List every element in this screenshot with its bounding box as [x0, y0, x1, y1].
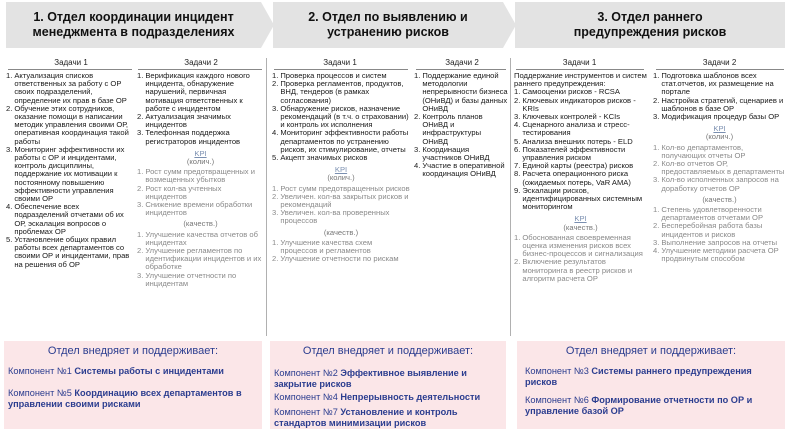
list-item — [414, 72, 508, 113]
item-text: Мониторинг эффективности работы департаментов по устранению рисков, их стимулирование, отчеты — [280, 128, 409, 154]
item-number: 1. — [514, 87, 521, 97]
component-name: Эффективное выявление и закрытие рисков — [274, 368, 467, 389]
d2-task1-header: Задачи 1 — [323, 58, 357, 67]
list-item — [653, 113, 786, 121]
item-number: 2. — [272, 79, 279, 89]
component-item — [8, 388, 258, 410]
kpi-quantitative-label: (колич.) — [705, 132, 734, 142]
column-separator-1 — [266, 58, 267, 336]
kpi-qualitative-label: (качеств.) — [183, 219, 218, 229]
kpi-qualitative-label: (качеств.) — [563, 222, 598, 232]
component-number: Компонент №5 — [8, 388, 72, 398]
item-number: 4. — [414, 161, 421, 171]
department-3-components-panel — [517, 341, 785, 429]
item-text: Контроль планов ОНиВД и инфраструктуры ОНиВД — [422, 112, 483, 146]
kpi-item — [272, 255, 410, 263]
component-name: Системы работы с инцидентами — [74, 366, 224, 376]
kpi-qualitative-label: (качеств.) — [702, 194, 737, 204]
item-text: Включение результатов мониторинга в реестр рисков и алгоритм расчета ОР — [522, 257, 633, 283]
d3-task1-header: Задачи 1 — [562, 58, 597, 67]
component-name: Системы раннего предупреждения рисков — [525, 366, 752, 387]
item-number: 3. — [272, 208, 279, 218]
component-number: Компонент №1 — [8, 366, 72, 376]
panel-title: Отдел внедряет и поддерживает: — [302, 345, 474, 357]
item-text: Актуализация значимых инцидентов — [145, 112, 231, 130]
item-text: Телефонная поддержка регистраторов инцидентов — [145, 128, 241, 146]
item-number: 1. — [653, 205, 660, 215]
department-1-components-panel — [4, 341, 262, 429]
kpi-quantitative-label: (колич.) — [186, 157, 215, 167]
item-text: Акцепт значимых рисков — [280, 153, 368, 163]
item-number: 3. — [6, 144, 13, 154]
d2-task2-underline — [416, 69, 506, 70]
d2-task1-list — [272, 72, 410, 263]
item-text: Бесперебойная работа базы инцидентов и рисков — [661, 221, 763, 239]
item-number: 1. — [653, 71, 660, 80]
list-item — [272, 105, 410, 130]
item-text: Установление общих правил работы всех департаментов со своими ОР и инцидентами, прав на решения об ОР — [14, 235, 130, 269]
item-text: Степень удовлетворенности департаментов отчетами ОР — [661, 205, 764, 223]
item-text: Эскалации рисков, идентифицированных системным мониторингом — [522, 185, 643, 212]
list-item — [514, 187, 647, 212]
item-text: Ключевых контролей - KCIs — [522, 112, 620, 122]
department-3-header — [515, 2, 785, 48]
kpi-item — [653, 247, 786, 263]
kpi-label: KPI — [194, 148, 207, 158]
department-1-title: 1. Отдел координации инцидент менеджмента в подразделениях — [32, 10, 235, 39]
d1-task1-header: Задачи 1 — [54, 58, 88, 67]
item-text: Улучшение качества схем процессов и регламентов — [280, 237, 373, 256]
kpi-quantitative-label: (колич.) — [327, 173, 355, 183]
kpi-item — [137, 185, 264, 201]
d2-task2-list — [414, 72, 508, 179]
panel-title: Отдел внедряет и поддерживает: — [565, 345, 737, 357]
item-number: 5. — [272, 153, 279, 163]
item-number: 3. — [653, 175, 660, 185]
item-number: 9. — [514, 185, 521, 195]
list-item — [6, 236, 133, 269]
item-text: Кол-во отчетов ОР, предоставляемых в департаменты — [661, 159, 785, 177]
item-text: Обоснованная своевременная оценка изменения рисков всех бизнес-процессов и сигнализация — [522, 232, 643, 259]
component-number: Компонент №4 — [274, 392, 338, 402]
d3-task2-header: Задачи 2 — [702, 58, 737, 67]
d1-task1-list — [6, 72, 133, 269]
d3-task2-list — [653, 72, 786, 263]
item-number: 8. — [514, 169, 521, 179]
component-number: Компонент №6 — [525, 395, 589, 405]
kpi-qualitative-label: (качеств.) — [323, 227, 359, 237]
item-number: 1. — [272, 183, 279, 193]
item-text: Увеличен. кол-ва проверенных процессов — [280, 208, 390, 226]
department-3-title: 3. Отдел раннего предупреждения рисков — [573, 10, 727, 39]
kpi-item — [653, 206, 786, 222]
d2-task2-header: Задачи 2 — [445, 58, 479, 67]
kpi-item — [137, 201, 264, 217]
item-text: Ключевых индикаторов рисков - KRIs — [522, 95, 636, 113]
item-text: Рост сумм предотвращенных и возмещенных убытков — [145, 167, 255, 185]
list-item — [414, 146, 508, 162]
component-item — [274, 392, 502, 403]
kpi-item — [653, 222, 786, 238]
kpi-item — [272, 193, 410, 209]
kpi-item — [137, 231, 264, 247]
item-text: Улучшение отчетности по рискам — [280, 254, 399, 264]
item-text: Сценарного анализа и стресс-тестирования — [522, 120, 630, 138]
item-number: 4. — [653, 246, 660, 256]
component-name: Координацию всех департаментов в управлении своими рисками — [8, 388, 242, 409]
item-number: 1. — [137, 167, 144, 177]
kpi-item — [514, 258, 647, 283]
item-text: Кол-во департаментов, получающих отчеты ОР — [661, 142, 746, 160]
item-text: Мониторинг эффективности их работы с ОР и инцидентами, контроль дисциплины, поддержание их мотивации к постоянному повышению эффективности управления своими ОР — [14, 144, 125, 204]
list-item — [6, 203, 133, 236]
list-item — [414, 162, 508, 178]
list-item — [137, 129, 264, 145]
item-text: Участие в оперативной координация ОНиВД — [422, 161, 505, 179]
item-number: 3. — [272, 103, 279, 113]
component-name: Формирование отчетности по ОР и управление базой ОР — [525, 395, 753, 416]
list-item — [137, 72, 264, 113]
item-number: 3. — [137, 128, 144, 138]
item-number: 2. — [414, 112, 421, 122]
component-item — [525, 366, 781, 388]
item-text: Расчета операционного риска (ожидаемых потерь, VaR AMA) — [522, 169, 631, 187]
list-item — [6, 72, 133, 105]
kpi-item — [653, 160, 786, 176]
d3-task1-list — [514, 72, 647, 283]
item-text: Выполнение запросов на отчеты — [661, 237, 778, 247]
item-number: 3. — [514, 112, 521, 122]
item-text: Кол-во исполненных запросов на доработку отчетов ОР — [661, 175, 779, 193]
list-item — [653, 97, 786, 113]
list-item — [514, 121, 647, 137]
item-number: 4. — [272, 128, 279, 138]
component-item — [274, 368, 502, 390]
list-item — [272, 129, 410, 154]
item-number: 1. — [137, 71, 144, 80]
item-text: Проверка процессов и систем — [280, 71, 387, 80]
item-text: Улучшение регламентов по идентификации инцидентов и их обработке — [145, 246, 262, 272]
kpi-label: KPI — [574, 214, 587, 224]
list-item — [514, 97, 647, 113]
item-number: 1. — [6, 71, 13, 80]
kpi-item — [137, 247, 264, 272]
item-text: Поддержание единой методологии непрерывности бизнеса (ОНиВД) и базы данных ОНиВД — [422, 71, 508, 113]
d1-task2-underline — [138, 69, 262, 70]
item-number: 4. — [6, 202, 13, 212]
component-number: Компонент №2 — [274, 368, 338, 378]
item-text: Настройка стратегий, сценариев и шаблонов в базе ОР — [661, 95, 784, 113]
item-number: 2. — [6, 103, 13, 113]
item-text: Улучшение методики расчета ОР продвинутым способом — [661, 246, 779, 264]
d1-task2-list — [137, 72, 264, 288]
component-item — [525, 395, 781, 417]
item-number: 1. — [653, 142, 660, 152]
item-text: Единой карты (реестра) рисков — [522, 161, 634, 171]
item-number: 2. — [653, 159, 660, 169]
item-text: Модификация процедур базы ОР — [661, 112, 780, 122]
item-number: 3. — [137, 270, 144, 280]
item-text: Верификация каждого нового инцидента, обнаружение нарушений, первичная мотивация ответственных к работе с инцидентом — [145, 71, 250, 113]
item-number: 2. — [137, 112, 144, 122]
item-text: Актуализация списков ответственных за работу с ОР своих подразделений, определение их прав в базе ОР — [14, 71, 127, 105]
component-number: Компонент №3 — [525, 366, 589, 376]
item-number: 2. — [653, 95, 660, 105]
list-item — [414, 113, 508, 146]
list-item — [514, 146, 647, 162]
department-1-header — [6, 2, 261, 48]
item-number: 4. — [514, 120, 521, 130]
item-number: 2. — [653, 221, 660, 231]
item-number: 3. — [414, 144, 421, 154]
department-2-header — [273, 2, 503, 48]
list-item — [272, 154, 410, 162]
kpi-item — [272, 209, 410, 225]
item-text: Подготовка шаблонов всех стат.отчетов, их размещение на портале — [661, 71, 774, 97]
item-number: 1. — [137, 229, 144, 239]
item-text: Показателей эффективности управления риском — [522, 144, 626, 163]
item-text: Обнаружение рисков, назначение рекомендаций (в т.ч. о страховании) и контроль их исполнения — [280, 103, 409, 130]
list-item — [6, 105, 133, 146]
component-item — [8, 366, 258, 377]
item-number: 1. — [272, 71, 279, 80]
list-item — [653, 72, 786, 97]
item-text: Рост кол-ва учтенных инцидентов — [145, 183, 222, 201]
kpi-item — [653, 144, 786, 160]
component-number: Компонент №7 — [274, 407, 338, 417]
component-name: Установление и контроль стандартов минимизации рисков — [274, 407, 458, 428]
list-item — [137, 113, 264, 129]
item-number: 2. — [272, 254, 279, 264]
item-text: Обеспечение всех подразделений отчетами об их ОР, эскалация вопросов о проблемах ОР — [14, 202, 124, 236]
item-number: 6. — [514, 144, 521, 154]
kpi-label: KPI — [334, 165, 348, 175]
panel-title: Отдел внедряет и поддерживает: — [47, 345, 219, 357]
item-text: Снижение времени обработки инцидентов — [145, 200, 253, 218]
item-number: 2. — [514, 95, 521, 105]
item-text: Обучение этих сотрудников, оказание помощи в написании методик управления своими ОР, оперативная координация такой работы — [14, 103, 129, 146]
item-number: 2. — [514, 257, 521, 267]
item-number: 3. — [653, 112, 660, 122]
d3-task1-intro: Поддержание инструментов и систем раннего предупреждения: — [514, 71, 647, 89]
item-number: 1. — [514, 232, 521, 242]
item-text: Анализа внешних потерь - ELD — [522, 136, 633, 146]
list-item — [6, 146, 133, 203]
column-separator-2 — [510, 58, 511, 336]
item-text: Рост сумм предотвращенных рисков — [280, 183, 410, 193]
kpi-item — [137, 272, 264, 288]
item-number: 1. — [272, 237, 279, 247]
d3-task2-underline — [656, 69, 784, 70]
kpi-item — [514, 234, 647, 259]
component-name: Непрерывность деятельности — [340, 392, 481, 402]
item-number: 1. — [414, 71, 421, 80]
d1-task1-underline — [8, 69, 132, 70]
item-text: Самооценки рисков - RCSA — [522, 87, 620, 97]
item-number: 7. — [514, 161, 521, 171]
item-number: 2. — [272, 191, 279, 201]
item-number: 3. — [137, 200, 144, 210]
item-text: Увеличен. кол-ва закрытых рисков и рекомендаций — [280, 191, 409, 210]
list-item — [272, 80, 410, 105]
kpi-item — [272, 239, 410, 255]
item-number: 2. — [137, 246, 144, 256]
item-text: Улучшение отчетности по инцидентам — [145, 270, 237, 288]
d3-task1-underline — [516, 69, 644, 70]
department-2-components-panel — [270, 341, 506, 429]
item-number: 2. — [137, 183, 144, 193]
kpi-item — [653, 176, 786, 192]
list-item — [514, 170, 647, 186]
item-text: Улучшение качества отчетов об инцидентах — [145, 229, 259, 247]
d2-task1-underline — [274, 69, 408, 70]
kpi-label: KPI — [713, 124, 726, 134]
item-number: 5. — [514, 136, 521, 146]
kpi-item — [137, 168, 264, 184]
component-item — [274, 407, 502, 429]
d1-task2-header: Задачи 2 — [184, 58, 218, 67]
department-2-title: 2. Отдел по выявлению и устранению рисков — [308, 10, 468, 39]
item-number: 3. — [653, 237, 660, 247]
item-text: Проверка регламентов, продуктов, ВНД, тендеров (в рамках согласования) — [280, 79, 404, 105]
item-number: 5. — [6, 235, 13, 245]
item-text: Координация участников ОНиВД — [422, 144, 490, 163]
